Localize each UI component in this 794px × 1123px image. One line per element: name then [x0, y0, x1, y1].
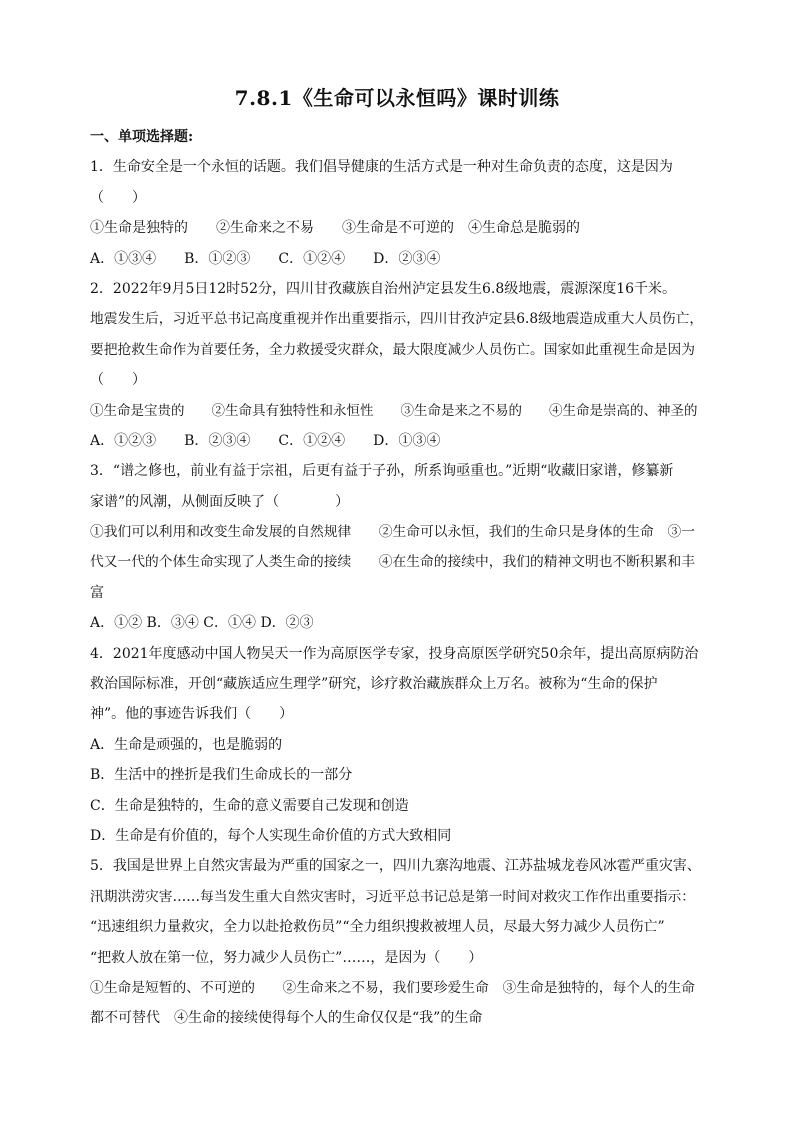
- question-5: [90, 851, 704, 1033]
- choice-option-c: C．生命是独特的，生命的意义需要自己发现和创造: [90, 797, 409, 814]
- question-stem-line: 2．2022年9月5日12时52分，四川甘孜藏族自治州泸定县发生6.8级地震，震源深度16千米。: [90, 280, 677, 297]
- question-stem-line: 1．生命安全是一个永恒的话题。我们倡导健康的生活方式是一种对生命负责的态度，这是因为: [90, 159, 673, 176]
- statement-options: ①生命是短暂的、不可逆的 ②生命来之不易，我们要珍爱生命 ③生命是独特的，每个人的生命: [90, 979, 696, 996]
- question-2: [90, 274, 704, 456]
- section-heading: 一、单项选择题:: [90, 129, 194, 145]
- answer-blank: （ ）: [90, 372, 146, 389]
- question-stem-line: “把救人放在第一位，努力减少人员伤亡”……，是因为（ ）: [90, 949, 483, 966]
- choice-option-d: D．生命是有价值的，每个人实现生命价值的方式大致相同: [90, 827, 452, 844]
- statement-options: ①我们可以利用和改变生命发展的自然规律 ②生命可以永恒，我们的生命只是身体的生命 ③一: [90, 524, 696, 541]
- question-1: [90, 152, 704, 274]
- question-stem-line: “迅速组织力量救灾，全力以赴抢救伤员”“全力组织搜救被埋人员，尽最大努力减少人员伤亡”: [90, 919, 665, 936]
- question-4: [90, 639, 704, 852]
- question-stem-line: 3．“谱之修也，前业有益于宗祖，后更有益于子孙，所系询亟重也。”近期“收藏旧家谱，修纂新: [90, 463, 674, 480]
- choice-option-a: A．生命是顽强的，也是脆弱的: [90, 736, 283, 753]
- choice-options: A．①③④ B．①②③ C．①②④ D．②③④: [90, 250, 441, 267]
- choice-options: A．①② B．③④ C．①④ D．②③: [90, 615, 314, 632]
- answer-blank: （ ）: [90, 189, 146, 206]
- question-stem-line: 要把抢救生命作为首要任务，全力救援受灾群众，最大限度减少人员伤亡。国家如此重视生命是因为: [90, 341, 696, 358]
- question-stem-line: 5．我国是世界上自然灾害最为严重的国家之一，四川九寨沟地震、江苏盐城龙卷风冰雹严重灾害、: [90, 858, 701, 875]
- choice-options: A．①②③ B．②③④ C．①②④ D．①③④: [90, 432, 441, 449]
- question-3: [90, 456, 704, 638]
- question-stem-line: 汛期洪涝灾害……每当发生重大自然灾害时，习近平总书记总是第一时间对救灾工作作出重要指示：: [90, 888, 696, 905]
- question-stem-line: 地震发生后，习近平总书记高度重视并作出重要指示，四川甘孜泸定县6.8级地震造成重大人员伤亡，: [90, 311, 704, 328]
- statement-options: 代又一代的个体生命实现了人类生命的接续 ④在生命的接续中，我们的精神文明也不断积累和丰: [90, 554, 696, 571]
- document-title: 7.8.1《生命可以永恒吗》课时训练: [234, 86, 560, 110]
- statement-options: ①生命是独特的 ②生命来之不易 ③生命是不可逆的 ④生命总是脆弱的: [90, 220, 580, 237]
- statement-options: ①生命是宝贵的 ②生命具有独特性和永恒性 ③生命是来之不易的 ④生命是崇高的、神圣的: [90, 402, 698, 419]
- question-stem-line: 救治国际标准，开创“藏族适应生理学”研究，诊疗救治藏族群众上万名。被称为“生命的保护: [90, 676, 658, 693]
- choice-option-b: B．生活中的挫折是我们生命成长的一部分: [90, 767, 353, 784]
- question-stem-line: 4．2021年度感动中国人物吴天一作为高原医学专家，投身高原医学研究50余年，提出高原病防治: [90, 645, 699, 662]
- statement-options: 都不可替代 ④生命的接续使得每个人的生命仅仅是“我”的生命: [90, 1010, 483, 1027]
- document-body: [90, 122, 704, 1034]
- question-stem-line: 家谱”的风潮，从侧面反映了（ ）: [90, 493, 350, 510]
- statement-options: 富: [90, 584, 104, 601]
- question-stem-line: 神”。他的事迹告诉我们（ ）: [90, 706, 294, 723]
